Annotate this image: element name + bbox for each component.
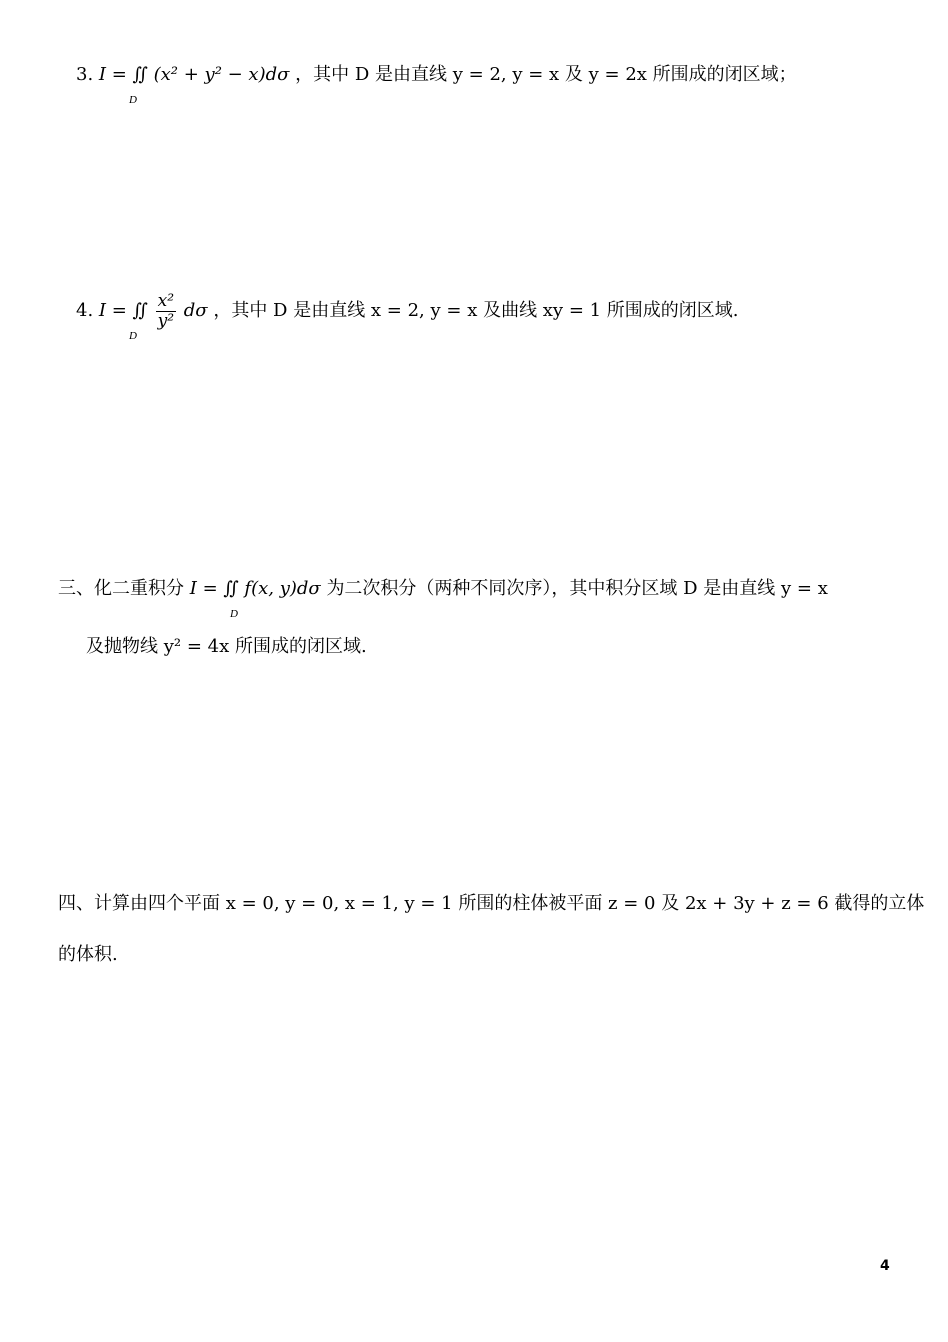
problem-4-formula-tail: dσ <box>183 300 208 322</box>
problem-4 <box>76 292 739 330</box>
section-3-formula: I = ∬ f(x, y)dσ <box>189 578 321 599</box>
problem-3-domain-subscript: D <box>129 94 137 106</box>
section-3-heading: 三、化二重积分 <box>58 578 184 599</box>
problem-4-fraction-denominator: y² <box>157 310 175 331</box>
problem-3 <box>76 64 797 86</box>
problem-3-formula: I = ∬ (x² + y² − x)dσ <box>98 64 290 85</box>
problem-4-fraction-numerator: x² <box>156 292 176 312</box>
problem-4-text: ，其中 D 是由直线 x = 2, y = x 及曲线 xy = 1 所围成的闭区域. <box>213 300 739 322</box>
problem-3-number: 3. <box>76 64 94 85</box>
section-3-text-line-2: 及抛物线 y² = 4x 所围成的闭区域. <box>86 636 367 657</box>
problem-4-domain-subscript: D <box>129 330 137 342</box>
problem-4-fraction <box>156 292 176 330</box>
section-3-text-line-1: 为二次积分（两种不同次序），其中积分区域 D 是由直线 y = x <box>326 578 828 599</box>
page-number: 4 <box>880 1258 890 1274</box>
problem-4-number: 4. <box>76 300 94 322</box>
section-4-text-line-1: 四、计算由四个平面 x = 0, y = 0, x = 1, y = 1 所围的柱体被平面 z = 0 及 2x + 3y + z = 6 截得的立体 <box>58 893 925 914</box>
section-4-text-line-2: 的体积. <box>58 944 118 965</box>
problem-3-text: ，其中 D 是由直线 y = 2, y = x 及 y = 2x 所围成的闭区域； <box>295 64 797 85</box>
section-3-domain-subscript: D <box>230 608 238 620</box>
problem-4-formula-lhs: I = ∬ <box>98 300 148 322</box>
section-3 <box>58 578 828 600</box>
